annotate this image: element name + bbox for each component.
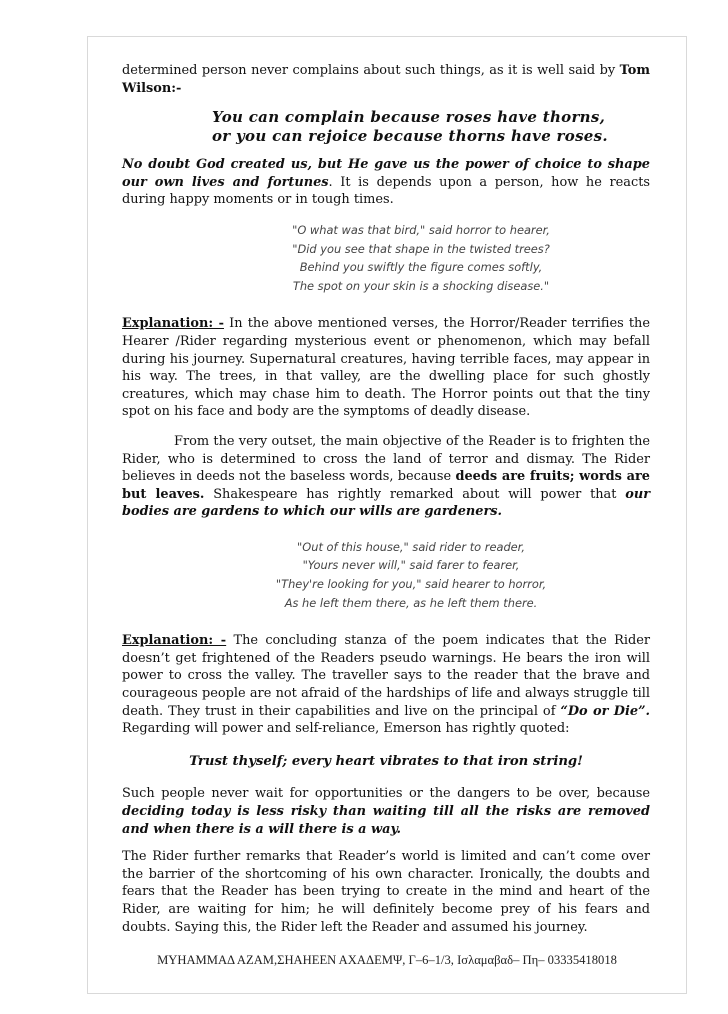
poem-line: Behind you swiftly the figure comes softly, [299,260,543,275]
poem-line: "Did you see that shape in the twisted trees? [292,241,550,256]
paragraph-conclusion: The Rider further remarks that Reader’s world is limited and can’t come over the barrier of the shortcoming of his own character. Ironically, the doubts and fears that the Reader has been trying to create in the mind and heart of the Rider, are waiting for him; he will definitely become prey of his fears and doubts. Saying this, the Rider left the Reader and assumed his journey. [122,849,650,935]
opportunities-bold: deciding today is less risky than waiting till all the risks are removed and when there is a will there is a way. [122,804,650,837]
outset-quote: our bodies are gardens to which our wills are gardeners. [122,486,650,520]
poem-line: "They're looking for you," said hearer to horror, [275,577,547,592]
page-footer: ΜΥΗΑΜΜΑΔ ΑΖΑΜ,ΣΗΑΗΕΕΝ ΑΧΑΔΕΜΨ, Γ–6–1/3, Ισλαμαβαδ– Πη– 03335418018 [157,953,617,967]
poem-line: The spot on your skin is a shocking disease." [292,278,550,293]
intro-author: Tom Wilson:- [122,63,650,96]
explanation-2 [122,632,650,738]
explanation-label: Explanation: - [122,316,224,332]
poem-stanza-1 [192,221,650,295]
outset-bold: deeds are fruits; words are but leaves. [122,469,650,502]
paragraph-choice [122,156,650,209]
outset-text: From the very outset, the main objective of the Reader is to frighten the Rider, who is determined to cross the land of terror and dismay. The Rider believes in deeds not the baseless words, because [122,433,650,485]
opportunities-text: Such people never wait for opportunities or the dangers to be over, because [122,786,650,802]
choice-bold: No doubt God created us, but He gave us the power of choice to shape our own lives and fortunes [122,157,650,190]
paragraph-outset [122,433,650,521]
paragraph-intro [122,62,650,97]
explanation-text: The concluding stanza of the poem indicates that the Rider doesn’t get frightened of the Readers pseudo warnings. He bears the iron will power to cross the valley. The traveller says to the reader that the brave and courageous people are not afraid of the hardships of life and always struggle till death. They trust in their capabilities and live on the principal of [122,633,650,719]
poem-line: "O what was that bird," said horror to hearer, [292,222,550,237]
explanation-text-2: Regarding will power and self-reliance, Emerson has rightly quoted: [122,721,570,737]
quote-line: You can complain because roses have thorns, [212,108,606,127]
explanation-text: In the above mentioned verses, the Horror/Reader terrifies the Hearer /Rider regarding mysterious event or phenomenon, which may befall during his journey. Supernatural creatures, having terrible faces, may appear in his way. The trees, in that valley, are the dwelling place for such ghostly creatures, which may chase him to death. The Horror points out that the tiny spot on his face and body are the symptoms of deadly disease. [122,316,650,420]
page-content [122,62,650,936]
choice-text: . It is depends upon a person, how he reacts during happy moments or in tough times. [122,174,650,208]
quote-line: or you can rejoice because thorns have roses. [212,127,608,146]
paragraph-opportunities [122,785,650,838]
poem-line: "Out of this house," said rider to reader, [297,539,525,554]
emerson-quote: Trust thyself; every heart vibrates to that iron string! [189,753,583,769]
do-or-die: “Do or Die”. [560,703,650,719]
wilson-quote [212,108,650,146]
explanation-1 [122,315,650,421]
poem-line: "Yours never will," said farer to fearer, [302,558,520,573]
poem-stanza-2 [172,538,650,612]
explanation-label: Explanation: - [122,633,227,649]
poem-line: As he left them there, as he left them there. [284,595,538,610]
outset-text-2: Shakespeare has rightly remarked about will power that [204,486,626,502]
intro-text: determined person never complains about such things, as it is well said by [122,63,620,78]
